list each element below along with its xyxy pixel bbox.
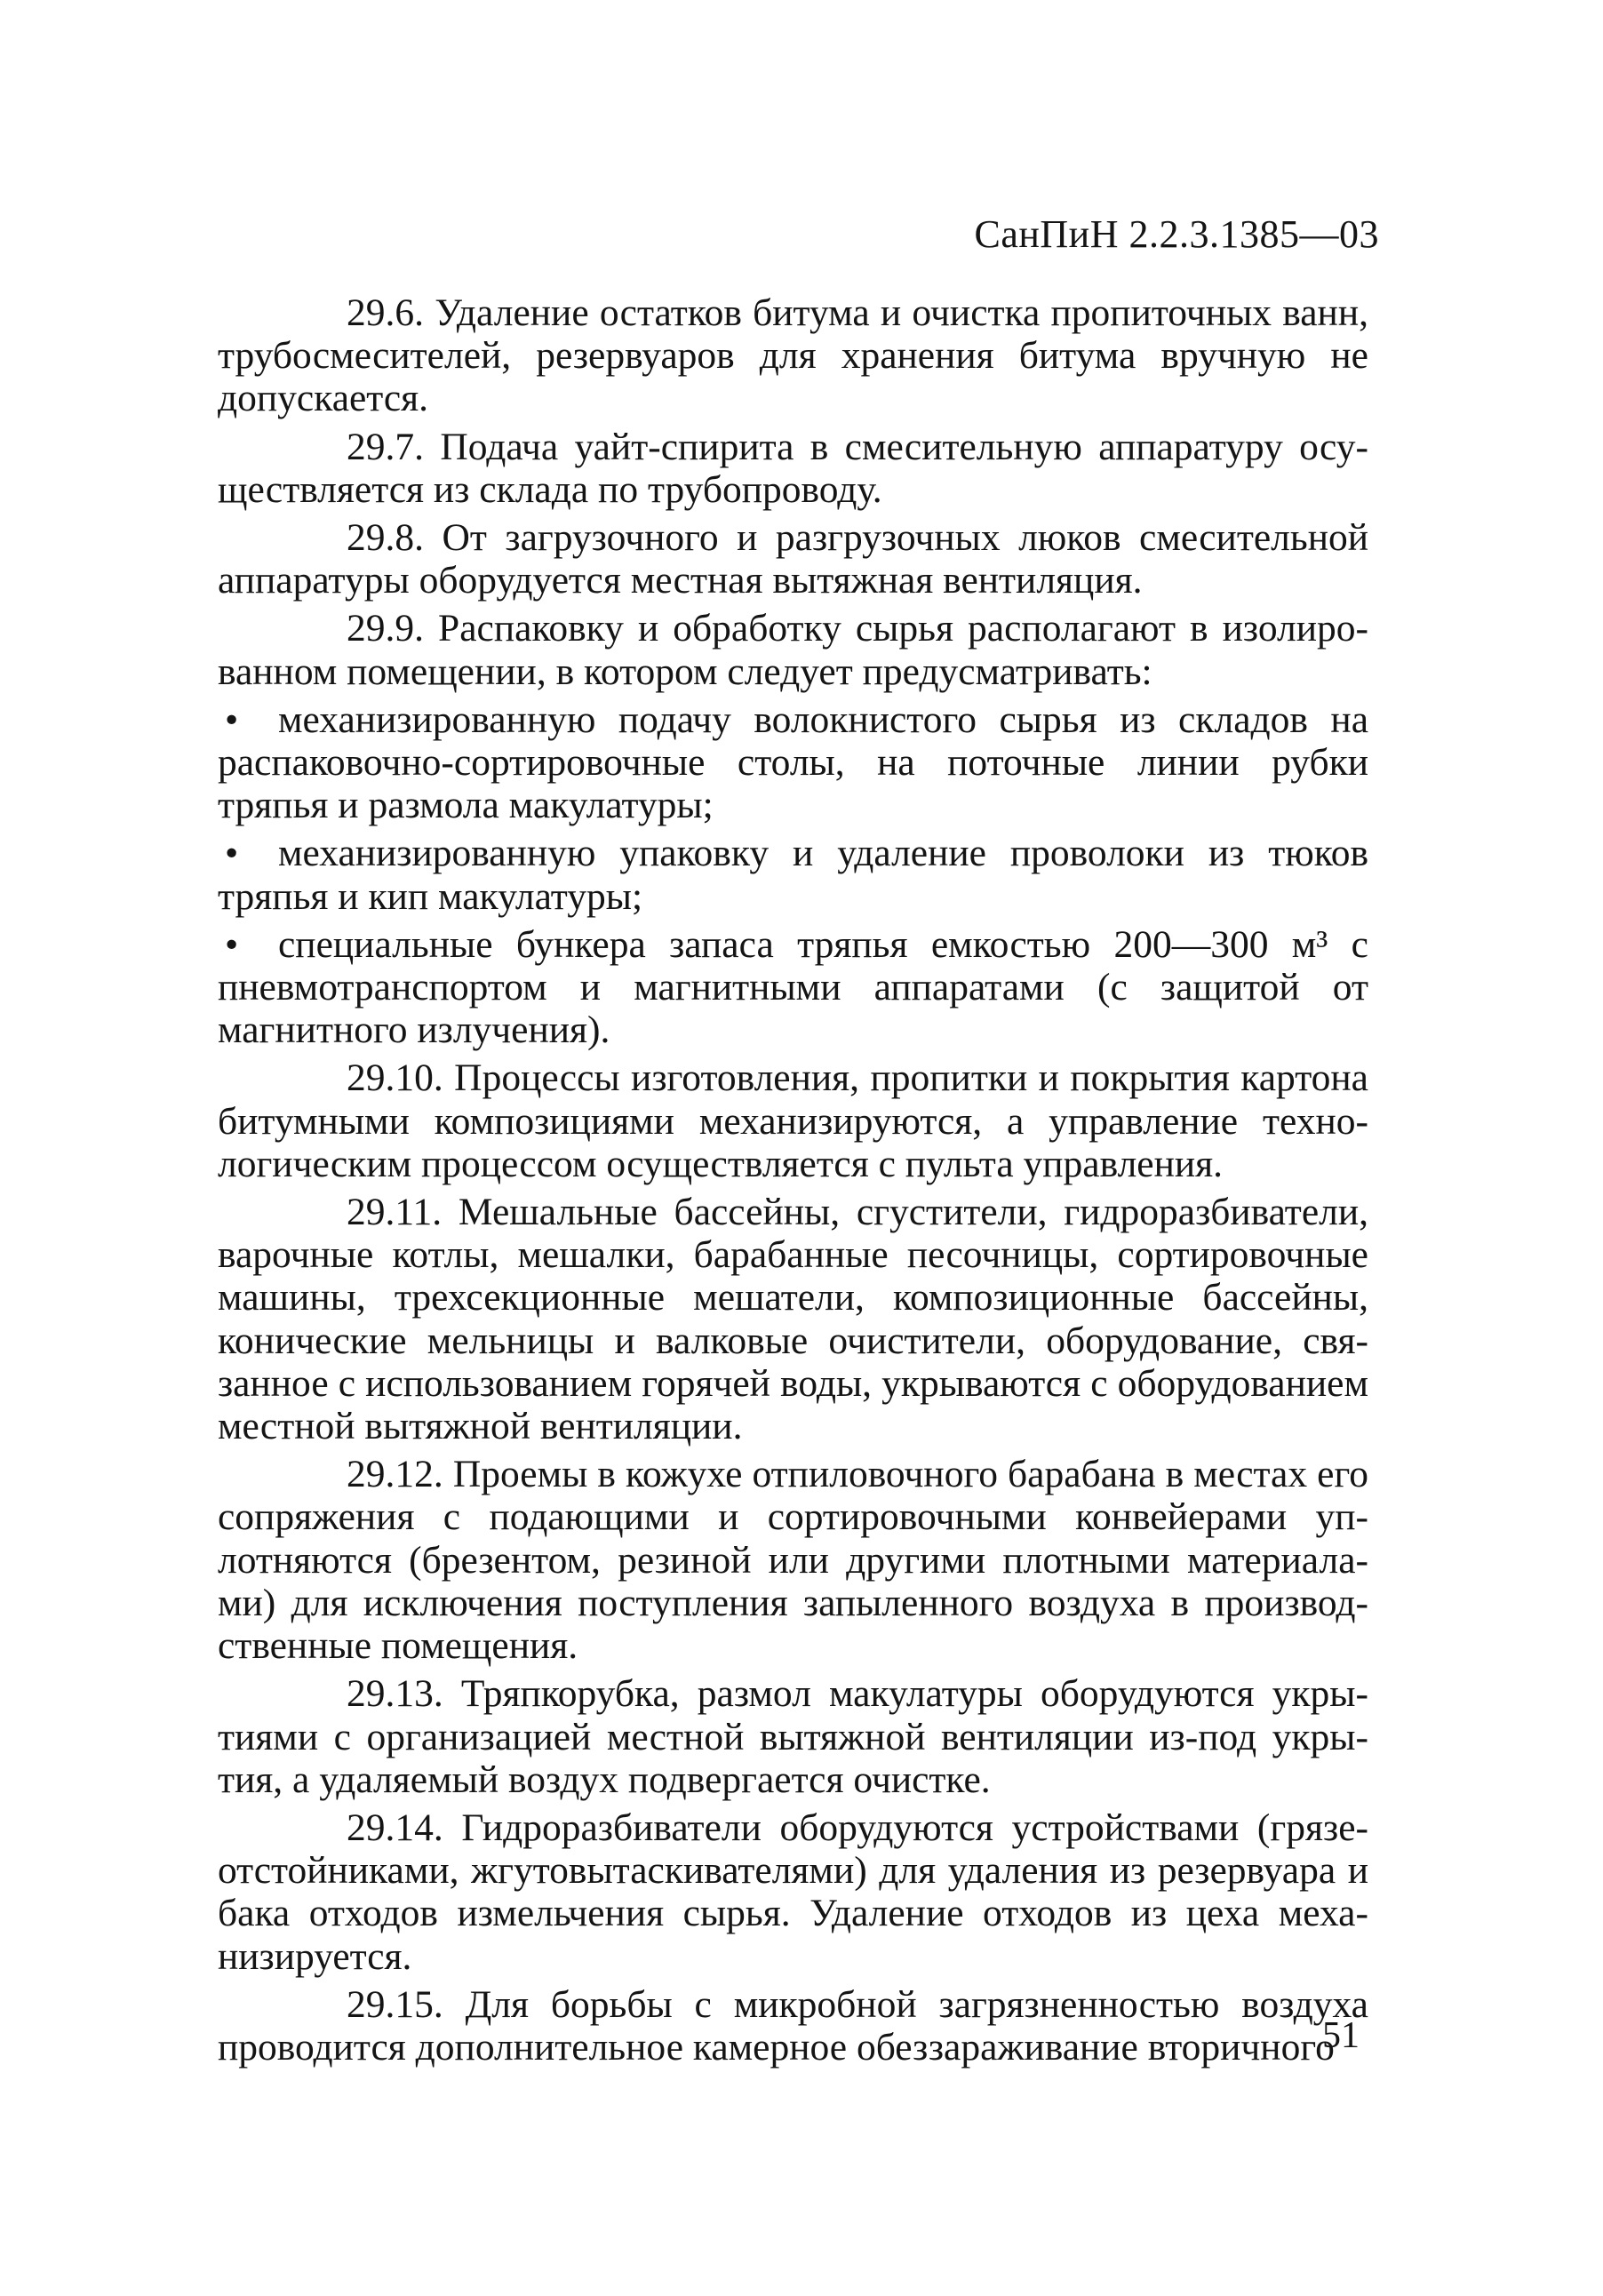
body-text	[218, 291, 1368, 2074]
paragraph-29-12: 29.12. Проемы в кожухе отпиловочного барабана в местах его сопряжения с подающими и сортировочными конвейерами уплотняются (брезентом, резиной или другими плотными материалами) для исключения поступления запыленного воздуха в производственные помещения.	[218, 1453, 1368, 1668]
paragraph-29-10: 29.10. Процессы изготовления, пропитки и покрытия картона битумными композициями механизируются, а управление технологическим процессом осуществляется с пульта управления.	[218, 1056, 1368, 1185]
paragraph-29-11: 29.11. Мешальные бассейны, сгустители, гидроразбиватели, варочные котлы, мешалки, барабанные песочницы, сортировочные машины, трехсекционные мешатели, композиционные бассейны, конические мельницы и валковые очистители, оборудование, связанное с использованием горячей воды, укрываются с оборудованием местной вытяжной вентиляции.	[218, 1191, 1368, 1448]
page-number: 51	[1322, 2015, 1360, 2056]
bullet-text: механизированную подачу волокнистого сырья из складов на распаковочно-сортировочные столы, на поточные линии рубки тряпья и размола макулатуры;	[218, 698, 1368, 827]
bullet-item	[218, 923, 1368, 1052]
bullet-item	[218, 832, 1368, 917]
bullet-icon: •	[225, 832, 239, 875]
paragraph-29-15: 29.15. Для борьбы с микробной загрязненностью воздуха проводится дополнительное камерное обеззараживание вторичного	[218, 1982, 1368, 2069]
paragraph-29-8: 29.8. От загрузочного и разгрузочных люков смесительной аппаратуры оборудуется местная вытяжная вентиляция.	[218, 516, 1368, 602]
bullet-item	[218, 698, 1368, 827]
bullet-icon: •	[225, 698, 239, 741]
bullet-text: специальные бункера запаса тряпья емкостью 200—300 м³ с пневмотранспортом и магнитными аппаратами (с защитой от магнитного излучения).	[218, 922, 1368, 1052]
paragraph-29-13: 29.13. Тряпкорубка, размол макулатуры оборудуются укрытиями с организацией местной вытяжной вентиляции из-под укрытия, а удаляемый воздух подвергается очистке.	[218, 1672, 1368, 1801]
document-code-header: СанПиН 2.2.3.1385—03	[974, 212, 1379, 256]
paragraph-29-14: 29.14. Гидроразбиватели оборудуются устройствами (грязеотстойниками, жгутовытаскивателями) для удаления из резервуара и бака отходов измельчения сырья. Удаление отходов из цеха механизируется.	[218, 1806, 1368, 1978]
paragraph-29-7: 29.7. Подача уайт-спирита в смесительную аппаратуру осуществляется из склада по трубопроводу.	[218, 425, 1368, 511]
bullet-text: механизированную упаковку и удаление проволоки из тюков тряпья и кип макулатуры;	[218, 832, 1368, 918]
paragraph-29-9: 29.9. Распаковку и обработку сырья располагают в изолированном помещении, в котором следует предусматривать:	[218, 607, 1368, 693]
bullet-icon: •	[225, 922, 239, 966]
paragraph-29-6: 29.6. Удаление остатков битума и очистка пропиточных ванн, трубосмесителей, резервуаров для хранения битума вручную не допускается.	[218, 291, 1368, 420]
